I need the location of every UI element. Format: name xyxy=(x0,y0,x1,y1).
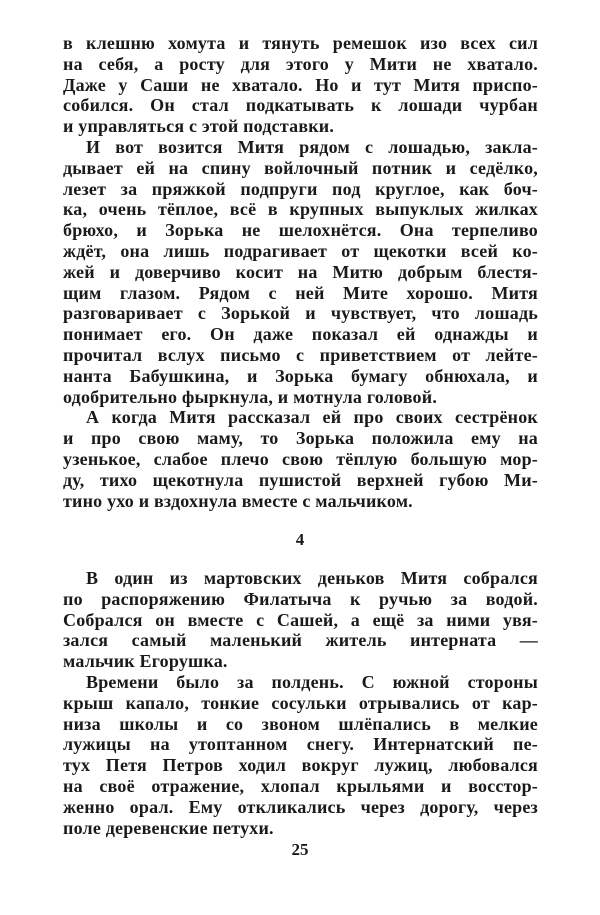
text-line: крыш капало, тонкие сосульки отрывались от кар- xyxy=(63,692,538,713)
text-line: лужицы на утоптанном снегу. Интернатский пе- xyxy=(63,734,538,755)
text-line: дывает ей на спину войлочный потник и седёлко, xyxy=(63,157,538,178)
text-line: тино ухо и вздохнула вместе с мальчиком. xyxy=(63,490,413,511)
text-line: А когда Митя рассказал ей про своих сестрёнок xyxy=(86,407,538,428)
paragraph xyxy=(63,33,538,137)
text-line: В один из мартовских деньков Митя собрался xyxy=(86,568,538,588)
paragraph xyxy=(63,672,538,838)
text-line: тух Петя Петров ходил вокруг лужиц, любовался xyxy=(63,755,538,776)
paragraph xyxy=(63,568,538,672)
text-line: ду, тихо щекотнула пушистой верхней губою Ми- xyxy=(63,469,538,490)
text-line: понимает его. Он даже показал ей однажды и xyxy=(63,324,538,345)
text-line: в клешню хомута и тянуть ремешок изо всех сил xyxy=(63,33,538,53)
text-line: узенькое, слабое плечо свою тёплую большую мор- xyxy=(63,448,538,469)
text-line: на своё отражение, хлопал крыльями и восстор- xyxy=(63,775,538,796)
text-line: разговаривает с Зорькой и чувствует, что лошадь xyxy=(63,303,538,324)
paragraph xyxy=(63,137,538,407)
text-line: поле деревенские петухи. xyxy=(63,817,274,838)
text-line: и управляться с этой подставки. xyxy=(63,116,335,137)
text-line: на себя, а росту для этого у Мити не хватало. xyxy=(63,53,538,74)
text-line: одобрительно фыркнула, и мотнула головой. xyxy=(63,386,438,407)
text-line: щим глазом. Рядом с ней Мите хорошо. Митя xyxy=(63,282,538,303)
text-line: зался самый маленький житель интерната — xyxy=(63,630,538,651)
text-line: низа школы и со звоном шлёпались в мелкие xyxy=(63,713,538,734)
text-line: Собрался он вместе с Сашей, а ещё за ними увя- xyxy=(63,609,538,630)
text-line: ка, очень тёплое, всё в крупных выпуклых жилках xyxy=(63,199,538,220)
section-2-text xyxy=(63,568,538,838)
paragraph xyxy=(63,407,538,511)
text-line: ждёт, она лишь подрагивает от щекотки всей ко- xyxy=(63,240,538,261)
text-line: собился. Он стал подкатывать к лошади чурбан xyxy=(63,95,538,116)
text-line: прочитал вслух письмо с приветствием от лейте- xyxy=(63,344,538,365)
text-line: мальчик Егорушка. xyxy=(63,651,228,672)
section-1-text xyxy=(63,33,538,511)
text-line: и про свою маму, то Зорька положила ему на xyxy=(63,428,538,449)
page-number: 25 xyxy=(291,840,309,859)
text-line: жей и доверчиво косит на Митю добрым блестя- xyxy=(63,261,538,282)
text-line: по распоряжению Филатыча к ручью за водой. xyxy=(63,588,538,609)
text-line: лезет за пряжкой подпруги под круглое, как боч- xyxy=(63,178,538,199)
text-line: И вот возится Митя рядом с лошадью, закла- xyxy=(86,136,538,157)
text-line: Времени было за полдень. С южной стороны xyxy=(86,671,538,692)
chapter-number: 4 xyxy=(295,530,305,549)
text-line: нанта Бабушкина, и Зорька бумагу обнюхала, и xyxy=(63,365,538,386)
text-line: женно орал. Ему откликались через дорогу, через xyxy=(63,796,538,817)
text-line: Даже у Саши не хватало. Но и тут Митя приспо- xyxy=(63,74,538,95)
text-line: брюхо, и Зорька не шелохнётся. Она терпеливо xyxy=(63,220,538,241)
